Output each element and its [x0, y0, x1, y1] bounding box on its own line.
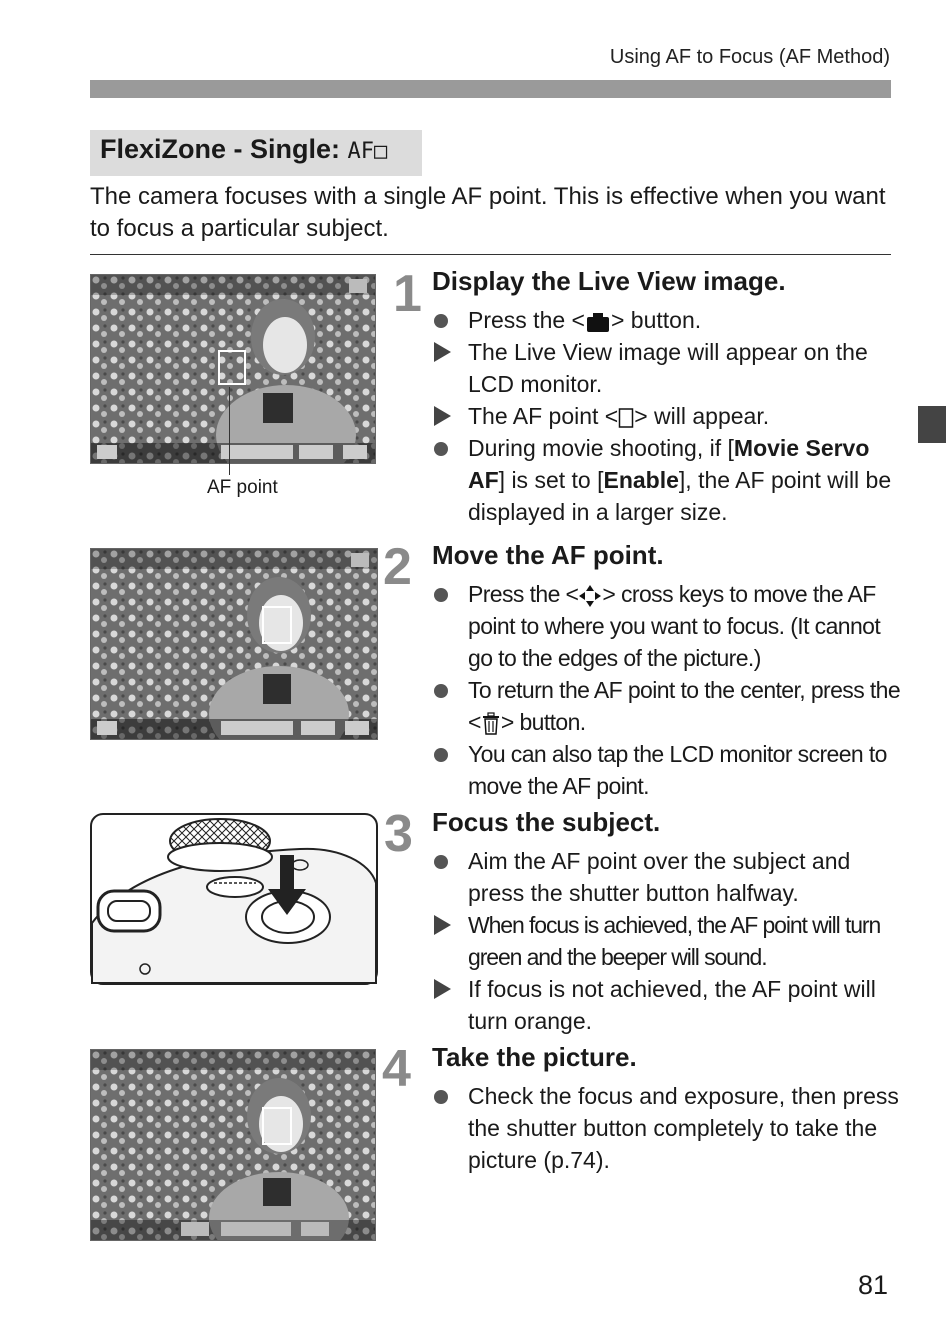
bullet-icon: [434, 748, 448, 762]
page-number: 81: [857, 1270, 888, 1300]
section-title: FlexiZone - Single:: [100, 134, 341, 164]
step-1-title: Display the Live View image.: [432, 266, 786, 296]
camera-top-drawing: [90, 813, 378, 985]
step-2-item-2: To return the AF point to the center, press the < > button.: [432, 674, 902, 738]
af-point-caption: AF point: [207, 477, 278, 498]
bullet-icon: [434, 1090, 448, 1104]
camera-liveview-icon: [585, 311, 611, 333]
step-2-number: 2: [383, 538, 412, 596]
step-3-item-1: Aim the AF point over the subject and press the shutter button halfway.: [432, 845, 902, 909]
step-1-list: [432, 304, 902, 528]
bullet-icon: [434, 855, 448, 869]
step-2-list: [432, 578, 902, 802]
step-4-list: [432, 1080, 902, 1176]
af-frame-icon: [618, 407, 634, 429]
step-3-title: Focus the subject.: [432, 807, 661, 837]
step-3-item-2: When focus is achieved, the AF point will turn green and the beeper will sound.: [432, 909, 902, 973]
liveview-photo-3: [90, 1049, 376, 1241]
af-point-leader-line: [229, 387, 230, 475]
step-2-title: Move the AF point.: [432, 540, 664, 570]
liveview-image: [91, 275, 375, 463]
camera-shutter-illustration: [90, 813, 378, 985]
step-1-item-3: The AF point < > will appear.: [432, 400, 902, 432]
section-heading: [90, 130, 422, 176]
arrow-icon: [434, 915, 451, 935]
chapter-tab: [918, 406, 946, 443]
step-3-number: 3: [384, 805, 413, 863]
liveview-photo-1: [90, 274, 376, 464]
step-4-item-1: Check the focus and exposure, then press the shutter button completely to take the picture (p.74).: [432, 1080, 902, 1176]
bullet-icon: [434, 314, 448, 328]
af-single-mode-icon: AF□: [347, 139, 388, 164]
arrow-icon: [434, 979, 451, 999]
cross-keys-icon: [578, 584, 602, 608]
arrow-icon: [434, 342, 451, 362]
step-4-number: 4: [382, 1040, 411, 1098]
step-3-item-3: If focus is not achieved, the AF point will turn orange.: [432, 973, 902, 1037]
trash-icon: [481, 712, 501, 736]
header-bar: [90, 80, 891, 98]
step-1-item-4: During movie shooting, if [Movie Servo AF] is set to [Enable], the AF point will be displayed in a larger size.: [432, 432, 902, 528]
step-2-item-1: Press the < > cross keys to move the AF point to where you want to focus. (It cannot go to the edges of the picture.): [432, 578, 902, 674]
running-header: Using AF to Focus (AF Method): [609, 46, 890, 68]
step-4-title: Take the picture.: [432, 1042, 637, 1072]
liveview-image: [91, 549, 377, 739]
step-1-number: 1: [393, 265, 422, 323]
step-2-item-3: You can also tap the LCD monitor screen to move the AF point.: [432, 738, 902, 802]
bullet-icon: [434, 684, 448, 698]
intro-paragraph: The camera focuses with a single AF point. This is effective when you want to focus a particular subject.: [90, 183, 886, 242]
divider: [90, 254, 891, 255]
step-3-list: [432, 845, 902, 1037]
liveview-photo-2: [90, 548, 378, 740]
liveview-image: [91, 1050, 375, 1240]
arrow-icon: [434, 406, 451, 426]
bullet-icon: [434, 588, 448, 602]
step-1-item-1: Press the < > button.: [432, 304, 902, 336]
step-1-item-2: The Live View image will appear on the LCD monitor.: [432, 336, 902, 400]
bullet-icon: [434, 442, 448, 456]
